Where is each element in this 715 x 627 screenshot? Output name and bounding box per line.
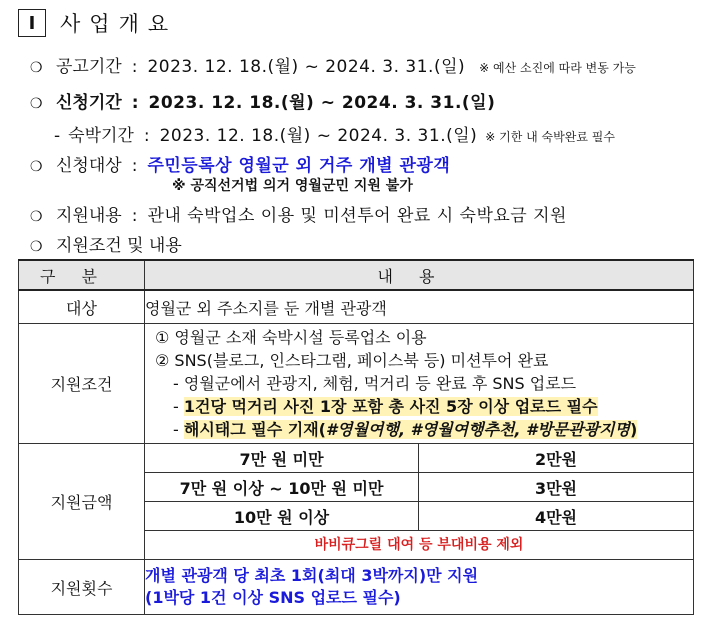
amount-tier-table: [145, 444, 693, 531]
tier-range: 10만 원 이상: [145, 502, 419, 531]
tier-amount: 2만원: [419, 444, 694, 473]
stay-period-label: 숙박기간: [68, 126, 134, 146]
stay-period-note: ※ 기한 내 숙박완료 필수: [485, 130, 615, 144]
tier-row: [145, 502, 693, 531]
count-line-1: 개별 관광객 당 최초 1회(최대 3박까지)만 지원: [145, 566, 479, 585]
hashtag-prefix: 해시태그 필수 기재(: [183, 420, 326, 439]
section-number-box: Ⅰ: [18, 9, 46, 37]
condition-highlight-hashtag: [184, 420, 637, 439]
table-header-row: [19, 260, 694, 290]
support-table: [18, 259, 694, 615]
content-line: [30, 201, 567, 226]
condition-line-4: [145, 395, 693, 418]
apply-period-line: [30, 88, 495, 113]
content-value: 관내 숙박업소 이용 및 미션투어 완료 시 숙박요금 지원: [147, 206, 567, 226]
condition-line-5: [145, 418, 693, 441]
condition-line-2: ② SNS(블로그, 인스타그램, 페이스북 등) 미션투어 완료: [155, 351, 549, 370]
apply-period-label: 신청기간: [56, 93, 122, 113]
content-label: 지원내용: [56, 206, 122, 226]
hashtag-suffix: ): [629, 420, 638, 439]
condition-line-3: - 영월군에서 관광지, 체험, 먹거리 등 완료 후 SNS 업로드: [173, 374, 577, 393]
target-sep: :: [131, 156, 138, 176]
stay-period-sep: :: [143, 126, 150, 146]
table-row-conditions: [19, 324, 694, 444]
notice-period-note: ※ 예산 소진에 따라 변동 가능: [479, 61, 636, 75]
stay-period-value: 2023. 12. 18.(월) ~ 2024. 3. 31.(일): [159, 126, 478, 146]
content-sep: :: [131, 206, 138, 226]
amount-cell: [145, 444, 694, 560]
count-line-2: (1박당 1건 이상 SNS 업로드 필수): [145, 588, 401, 607]
header-content: 내용: [145, 260, 694, 290]
tier-range: 7만 원 이상 ~ 10만 원 미만: [145, 473, 419, 502]
condition-dash: -: [173, 397, 179, 416]
table-row-amount: [19, 444, 694, 560]
stay-period-line: [54, 121, 615, 146]
tier-range: 7만 원 미만: [145, 444, 419, 473]
bullet-icon: ❍: [30, 239, 43, 255]
conditions-line: [30, 231, 182, 256]
condition-highlight-photo: 1건당 먹거리 사진 1장 포함 총 사진 5장 이상 업로드 필수: [183, 397, 598, 416]
tier-amount: 3만원: [419, 473, 694, 502]
count-category: 지원횟수: [19, 560, 145, 615]
bullet-icon: ❍: [30, 96, 43, 112]
notice-period-line: [30, 52, 636, 77]
apply-period-sep: :: [131, 93, 139, 113]
conditions-label: 지원조건 및 내용: [56, 236, 182, 256]
notice-period-label: 공고기간: [56, 57, 122, 77]
bullet-icon: ❍: [30, 159, 43, 175]
condition-line-1: ① 영월군 소재 숙박시설 등록업소 이용: [155, 328, 427, 347]
target-note: ※ 공직선거법 의거 영월군민 지원 불가: [172, 178, 413, 194]
stay-period-dash: -: [54, 126, 61, 146]
target-note-line: [172, 175, 413, 195]
amount-note: 바비큐그릴 대여 등 부대비용 제외: [314, 537, 524, 553]
conditions-cell: [145, 324, 694, 444]
conditions-category: 지원조건: [19, 324, 145, 444]
notice-period-sep: :: [131, 57, 138, 77]
table-row-target: [19, 290, 694, 324]
count-cell: [145, 560, 694, 615]
tier-row: [145, 444, 693, 473]
condition-dash: -: [173, 420, 179, 439]
tier-row: [145, 473, 693, 502]
table-row-count: [19, 560, 694, 615]
target-value: 주민등록상 영월군 외 거주 개별 관광객: [147, 156, 451, 176]
target-cell: 영월군 외 주소지를 둔 개별 관광객: [145, 290, 694, 324]
section-header: [18, 8, 177, 38]
section-title: 사업개요: [60, 12, 178, 36]
amount-category: 지원금액: [19, 444, 145, 560]
target-label: 신청대상: [56, 156, 122, 176]
target-category: 대상: [19, 290, 145, 324]
header-category: 구분: [19, 260, 145, 290]
bullet-icon: ❍: [30, 60, 43, 76]
tier-amount: 4만원: [419, 502, 694, 531]
hashtag-tags: #영월여행, #영월여행추천, #방문관광지명: [325, 420, 630, 439]
notice-period-value: 2023. 12. 18.(월) ~ 2024. 3. 31.(일): [147, 57, 466, 77]
target-line: [30, 151, 450, 176]
bullet-icon: ❍: [30, 209, 43, 225]
apply-period-value: 2023. 12. 18.(월) ~ 2024. 3. 31.(일): [148, 93, 496, 113]
